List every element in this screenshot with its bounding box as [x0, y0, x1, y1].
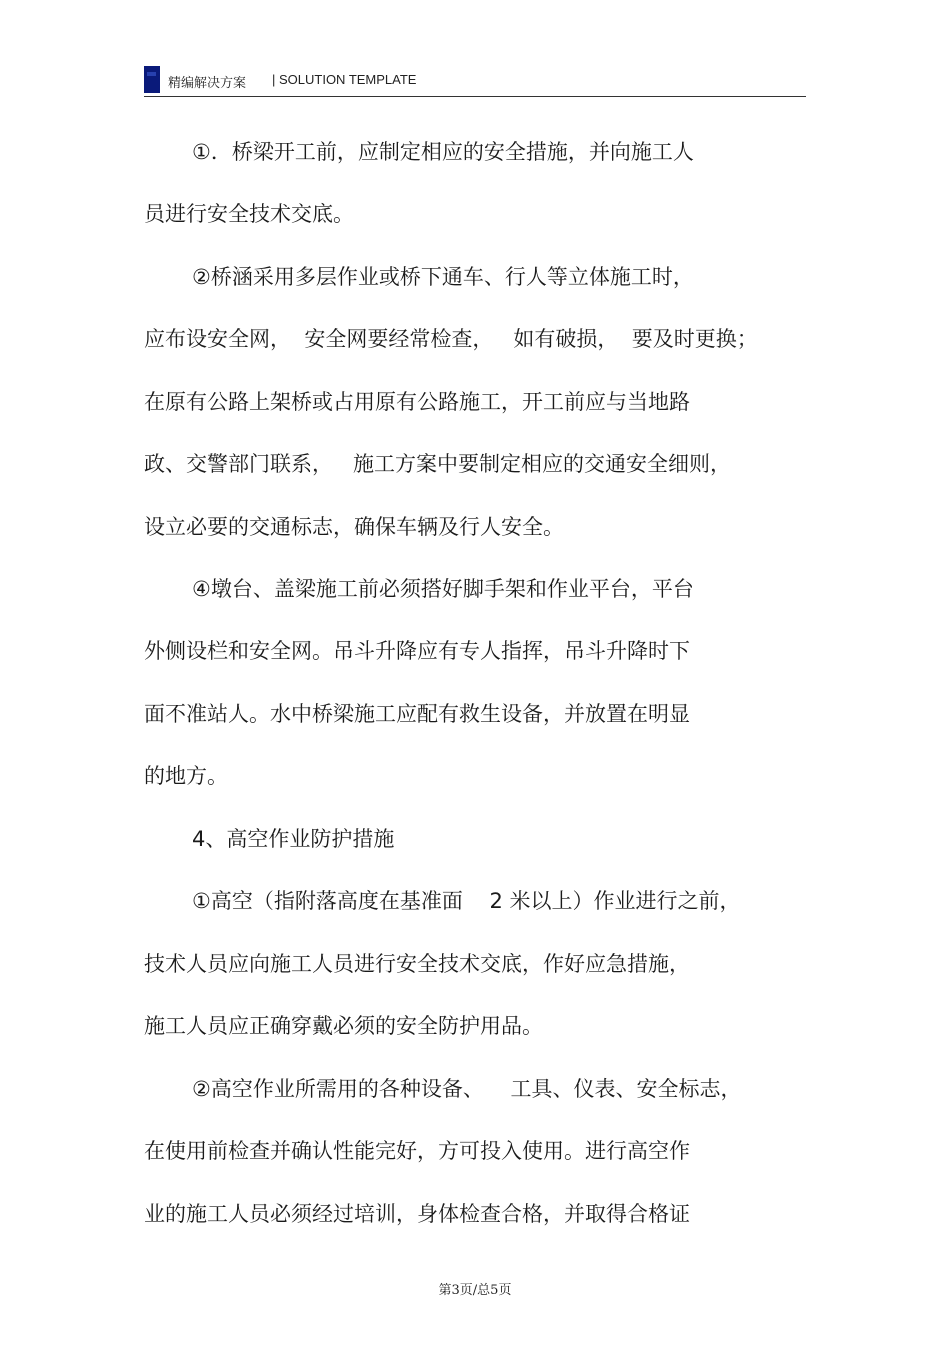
paragraph-line: 业的施工人员必须经过培训，身体检查合格，并取得合格证 — [144, 1202, 690, 1226]
header-tagline: | SOLUTION TEMPLATE — [272, 72, 417, 87]
paragraph-line: ①．桥梁开工前，应制定相应的安全措施，并向施工人 — [192, 140, 694, 164]
paragraph-line: ①高空（指附落高度在基准面 2 米以上）作业进行之前， — [192, 889, 741, 913]
logo-icon — [144, 66, 160, 93]
paragraph-line: 政、交警部门联系， 施工方案中要制定相应的交通安全细则， — [144, 452, 732, 476]
page-number: 第3页/总5页 — [438, 1283, 512, 1298]
paragraph-line: 员进行安全技术交底。 — [144, 202, 354, 226]
paragraph-line: 在原有公路上架桥或占用原有公路施工，开工前应与当地路 — [144, 390, 690, 414]
paragraph-line: ④墩台、盖梁施工前必须搭好脚手架和作业平台，平台 — [192, 577, 694, 601]
paragraph-line: 在使用前检查并确认性能完好，方可投入使用。进行高空作 — [144, 1139, 690, 1163]
paragraph-line: 外侧设栏和安全网。吊斗升降应有专人指挥，吊斗升降时下 — [144, 639, 690, 663]
header-brand: 精编解决方案 — [168, 76, 247, 91]
paragraph-line: 的地方。 — [144, 764, 228, 788]
paragraph-line: 技术人员应向施工人员进行安全技术交底，作好应急措施， — [144, 952, 690, 976]
paragraph-line: 设立必要的交通标志，确保车辆及行人安全。 — [144, 515, 564, 539]
page-header — [144, 66, 806, 97]
paragraph-line: 施工人员应正确穿戴必须的安全防护用品。 — [144, 1014, 543, 1038]
section-heading: 4、高空作业防护措施 — [192, 827, 395, 851]
paragraph-line: ②高空作业所需用的各种设备、 工具、仪表、安全标志， — [192, 1077, 742, 1101]
paragraph-line: 应布设安全网， 安全网要经常检查， 如有破损， 要及时更换； — [144, 327, 758, 351]
paragraph-line: 面不准站人。水中桥梁施工应配有救生设备，并放置在明显 — [144, 702, 690, 726]
paragraph-line: ②桥涵采用多层作业或桥下通车、行人等立体施工时， — [192, 265, 694, 289]
